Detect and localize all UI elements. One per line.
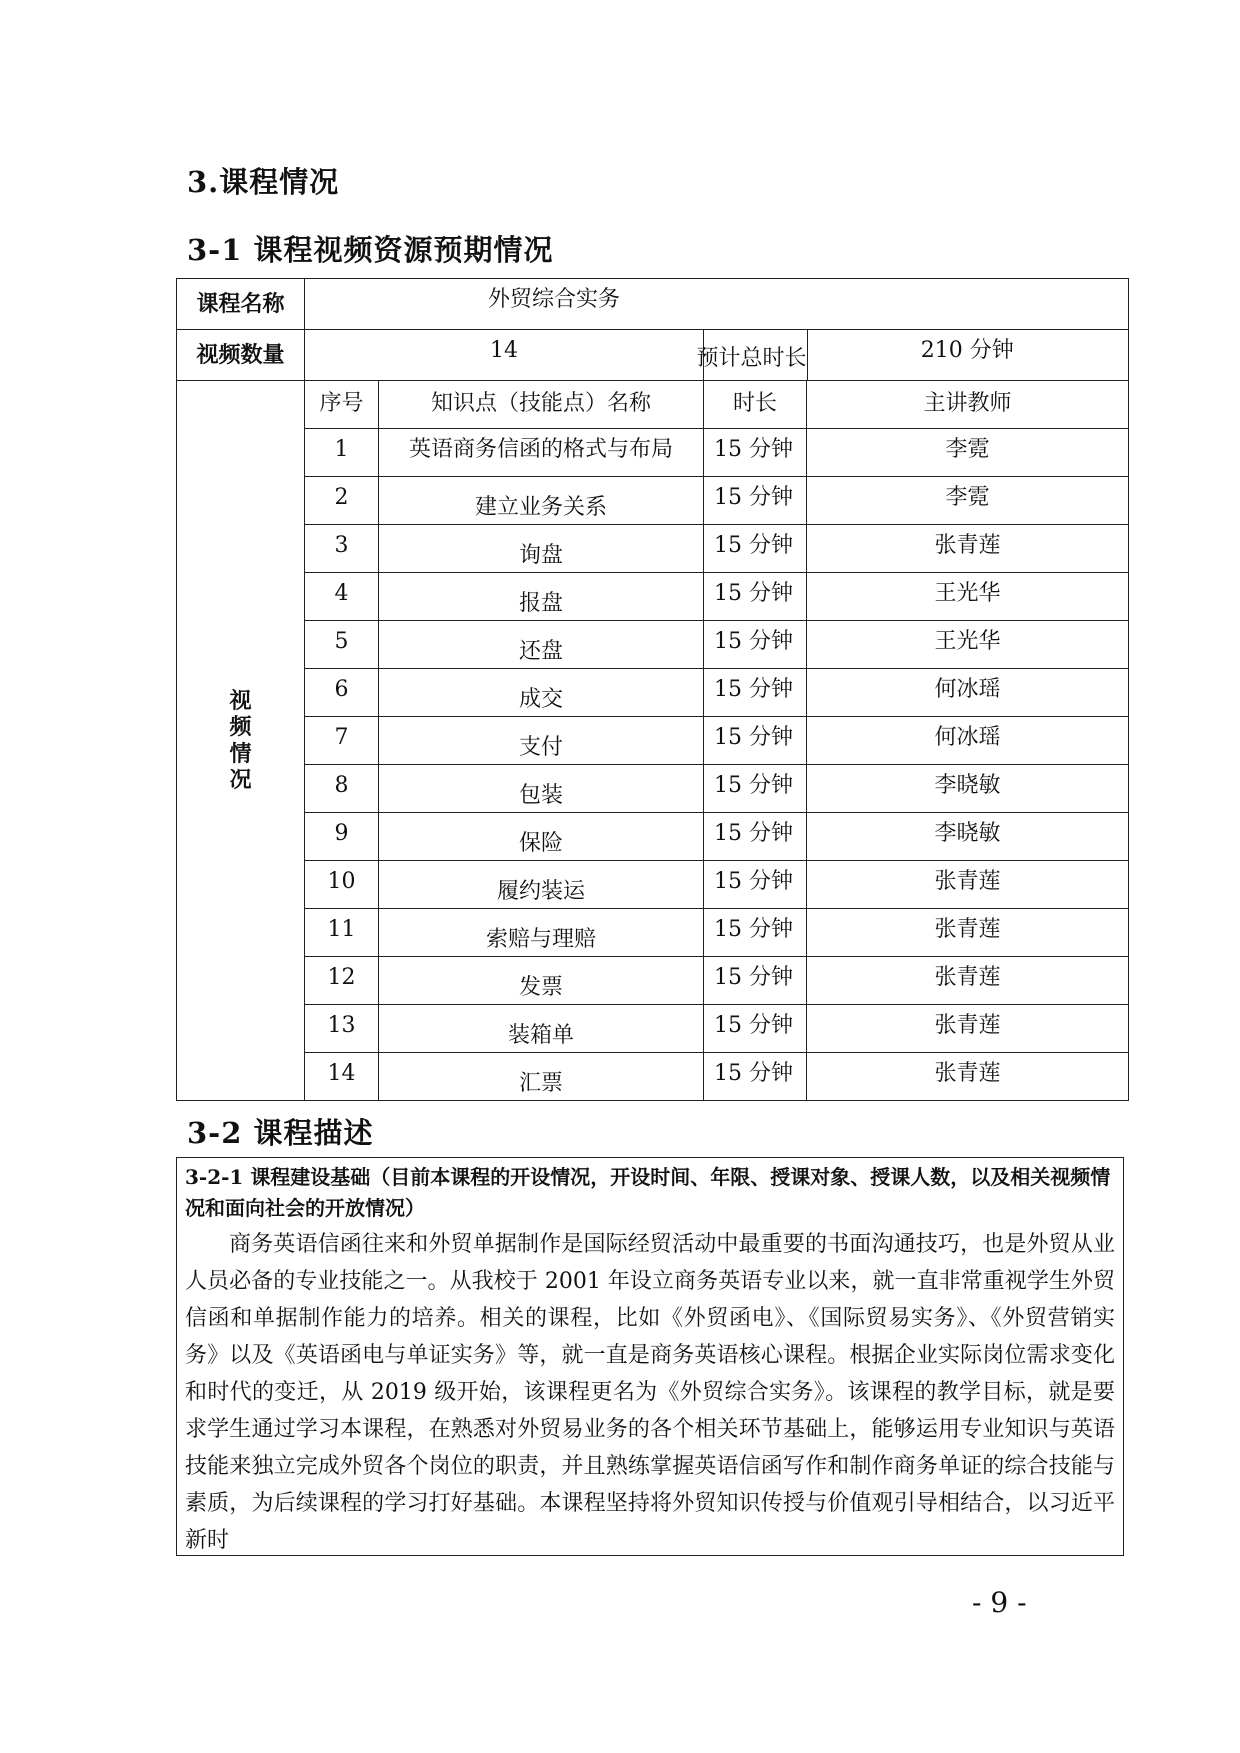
total-duration-value: 预计总时长 210 分钟 [807,330,1129,381]
video-section-label: 视 频 情 况 [177,381,305,1101]
cell-teacher: 王光华 [807,573,1129,621]
cell-teacher: 张青莲 [807,1053,1129,1101]
video-table-header [177,381,1129,429]
video-count-row [177,330,1129,381]
table-row [177,1005,1129,1053]
cell-topic: 英语商务信函的格式与布局 [379,429,704,477]
cell-teacher: 李晓敏 [807,765,1129,813]
page-number: - 9 - [972,1586,1027,1619]
cell-teacher: 张青莲 [807,861,1129,909]
cell-teacher: 张青莲 [807,957,1129,1005]
table-row [177,525,1129,573]
cell-teacher: 李霓 [807,477,1129,525]
cell-duration: 15 分钟 [704,765,807,813]
cell-no: 12 [305,957,379,1005]
section-heading-3-2: 3-2 课程描述 [187,1116,374,1150]
cell-no: 1 [305,429,379,477]
cell-topic: 索赔与理赔 [379,909,704,957]
table-row [177,669,1129,717]
cell-duration: 15 分钟 [704,669,807,717]
total-duration-label-text: 预计总时长 [696,346,807,371]
cell-duration: 15 分钟 [704,813,807,861]
cell-topic: 保险 [379,813,704,861]
description-body: 商务英语信函往来和外贸单据制作是国际经贸活动中最重要的书面沟通技巧，也是外贸从业人员必备的专业技能之一。从我校于 2001 年设立商务英语专业以来，就一直非常重视学生外贸信函和单据制作能力的培养。相关的课程，比如《外贸函电》、《国际贸易实务》、《外贸营销实务》以及《英语函电与单证实务》等，就一直是商务英语核心课程。根据企业实际岗位需求变化和时代的变迁，从 2019 级开始，该课程更名为《外贸综合实务》。该课程的教学目标，就是要求学生通过学习本课程，在熟悉对外贸易业务的各个相关环节基础上，能够运用专业知识与英语技能来独立完成外贸各个岗位的职责，并且熟练掌握英语信函写作和制作商务单证的综合技能与素质，为后续课程的学习打好基础。本课程坚持将外贸知识传授与价值观引导相结合，以习近平新时 [185,1232,1115,1553]
course-name-row [177,279,1129,330]
video-count-label: 视频数量 [177,330,305,381]
cell-teacher: 张青莲 [807,1005,1129,1053]
cell-teacher: 李晓敏 [807,813,1129,861]
cell-duration: 15 分钟 [704,477,807,525]
table-row [177,621,1129,669]
cell-topic: 建立业务关系 [379,477,704,525]
cell-no: 14 [305,1053,379,1101]
col-header-no: 序号 [305,381,379,429]
course-description-box [176,1157,1124,1556]
cell-no: 7 [305,717,379,765]
cell-teacher: 张青莲 [807,909,1129,957]
cell-no: 11 [305,909,379,957]
cell-teacher: 王光华 [807,621,1129,669]
cell-duration: 15 分钟 [704,525,807,573]
cell-teacher: 何冰瑶 [807,717,1129,765]
cell-duration: 15 分钟 [704,573,807,621]
cell-duration: 15 分钟 [704,717,807,765]
course-name-value: 外贸综合实务 [305,279,1129,330]
cell-topic: 支付 [379,717,704,765]
table-row [177,861,1129,909]
cell-no: 5 [305,621,379,669]
video-resource-table [176,278,1129,1101]
table-row [177,573,1129,621]
cell-topic: 包装 [379,765,704,813]
col-header-duration: 时长 [704,381,807,429]
cell-topic: 报盘 [379,573,704,621]
table-row [177,765,1129,813]
cell-duration: 15 分钟 [704,861,807,909]
cell-topic: 还盘 [379,621,704,669]
cell-no: 3 [305,525,379,573]
cell-duration: 15 分钟 [704,621,807,669]
table-row [177,1053,1129,1101]
cell-duration: 15 分钟 [704,909,807,957]
table-row [177,477,1129,525]
table-row [177,813,1129,861]
table-row [177,957,1129,1005]
cell-no: 8 [305,765,379,813]
cell-duration: 15 分钟 [704,1005,807,1053]
cell-topic: 询盘 [379,525,704,573]
table-row [177,909,1129,957]
cell-no: 10 [305,861,379,909]
cell-duration: 15 分钟 [704,957,807,1005]
cell-no: 9 [305,813,379,861]
col-header-teacher: 主讲教师 [807,381,1129,429]
total-duration-divider [807,330,808,380]
cell-teacher: 张青莲 [807,525,1129,573]
description-title: 3-2-1 课程建设基础（目前本课程的开设情况，开设时间、年限、授课对象、授课人数，以及相关视频情况和面向社会的开放情况） [185,1165,1111,1220]
table-row [177,717,1129,765]
section-heading-3: 3.课程情况 [187,165,340,199]
cell-duration: 15 分钟 [704,429,807,477]
cell-no: 4 [305,573,379,621]
cell-duration: 15 分钟 [704,1053,807,1101]
course-name-label: 课程名称 [177,279,305,330]
cell-no: 13 [305,1005,379,1053]
cell-topic: 成交 [379,669,704,717]
cell-teacher: 何冰瑶 [807,669,1129,717]
cell-no: 2 [305,477,379,525]
cell-teacher: 李霓 [807,429,1129,477]
cell-topic: 装箱单 [379,1005,704,1053]
cell-topic: 汇票 [379,1053,704,1101]
section-heading-3-1: 3-1 课程视频资源预期情况 [187,233,554,267]
cell-topic: 发票 [379,957,704,1005]
cell-topic: 履约装运 [379,861,704,909]
col-header-topic: 知识点（技能点）名称 [379,381,704,429]
table-row [177,429,1129,477]
video-count-value: 14 [305,330,704,381]
cell-no: 6 [305,669,379,717]
